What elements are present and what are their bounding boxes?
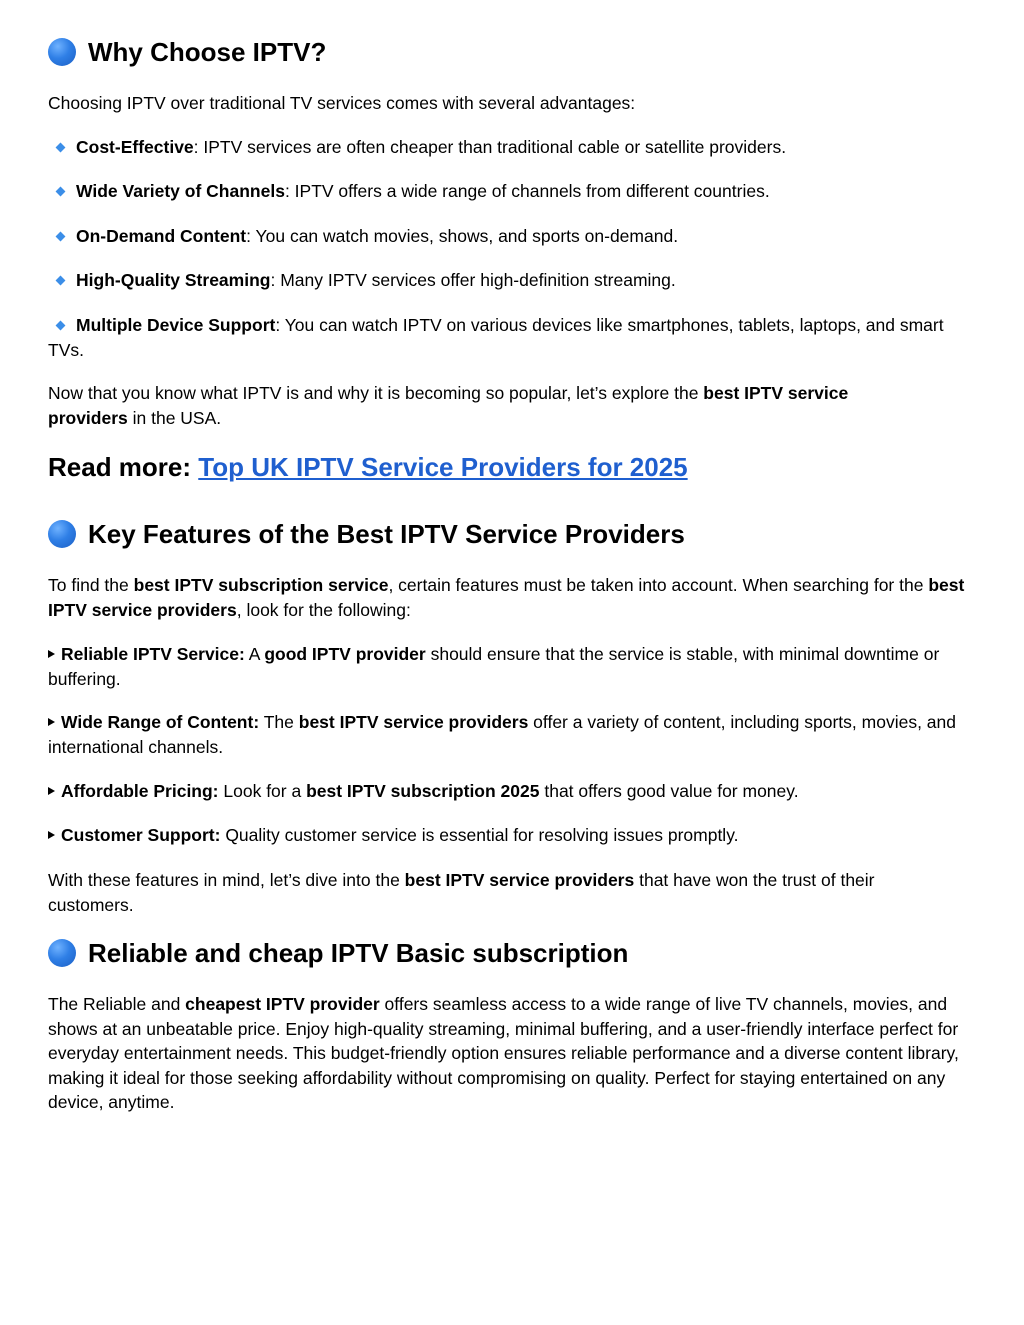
feature-item: Reliable IPTV Service: A good IPTV provider should ensure that the service is stable, with minimal downtime or buffering. — [48, 644, 940, 689]
triangle-bullet-icon — [48, 787, 55, 795]
triangle-bullet-icon — [48, 831, 55, 839]
list-item: Cost-Effective: IPTV services are often cheaper than traditional cable or satellite providers. — [48, 135, 976, 160]
blue-circle-icon — [48, 520, 76, 548]
triangle-bullet-icon — [48, 650, 55, 658]
outro-paragraph: Now that you know what IPTV is and why it is becoming so popular, let’s explore the best IPTV service providers in the USA. — [48, 383, 849, 428]
heading-text: Why Choose IPTV? — [88, 37, 327, 67]
blue-circle-icon — [48, 38, 76, 66]
heading-text: Reliable and cheap IPTV Basic subscription — [88, 938, 629, 968]
intro-paragraph: To find the best IPTV subscription service, certain features must be taken into account. When searching for the best IPTV service providers, look for the following: — [48, 575, 965, 620]
list-item: On-Demand Content: You can watch movies, shows, and sports on-demand. — [48, 224, 976, 249]
diamond-bullet-icon — [56, 320, 66, 330]
list-item: Multiple Device Support: You can watch IPTV on various devices like smartphones, tablets, laptops, and smart TVs. — [48, 315, 944, 360]
feature-item: Affordable Pricing: Look for a best IPTV subscription 2025 that offers good value for money. — [48, 779, 976, 804]
triangle-bullet-icon — [48, 718, 55, 726]
section-heading-basic-subscription — [48, 937, 628, 969]
diamond-bullet-icon — [56, 186, 66, 196]
heading-text: Key Features of the Best IPTV Service Providers — [88, 519, 685, 549]
intro-paragraph: Choosing IPTV over traditional TV services comes with several advantages: — [48, 93, 636, 113]
body-paragraph: The Reliable and cheapest IPTV provider offers seamless access to a wide range of live TV channels, movies, and shows at an unbeatable price. Enjoy high-quality streaming, minimal buffering, and a user-friendly interface perfect for everyday entertainment needs. This budget-friendly option ensures reliable performance and a diverse content library, making it ideal for those seeking affordability without compromising on quality. Perfect for staying entertained on any device, anytime. — [48, 994, 959, 1112]
section-heading-why-choose — [48, 36, 326, 68]
feature-item: Customer Support: Quality customer service is essential for resolving issues promptly. — [48, 823, 976, 848]
read-more-link[interactable]: Top UK IPTV Service Providers for 2025 — [198, 452, 688, 482]
list-item: High-Quality Streaming: Many IPTV services offer high-definition streaming. — [48, 268, 976, 293]
diamond-bullet-icon — [56, 142, 66, 152]
diamond-bullet-icon — [56, 231, 66, 241]
feature-item: Wide Range of Content: The best IPTV service providers offer a variety of content, including sports, movies, and international channels. — [48, 712, 956, 757]
section-heading-key-features — [48, 518, 685, 550]
list-item: Wide Variety of Channels: IPTV offers a wide range of channels from different countries. — [48, 179, 976, 204]
read-more-heading: Read more: Top UK IPTV Service Providers for 2025 — [48, 452, 688, 482]
diamond-bullet-icon — [56, 275, 66, 285]
outro-paragraph: With these features in mind, let’s dive into the best IPTV service providers that have won the trust of their customers. — [48, 870, 875, 915]
blue-circle-icon — [48, 939, 76, 967]
